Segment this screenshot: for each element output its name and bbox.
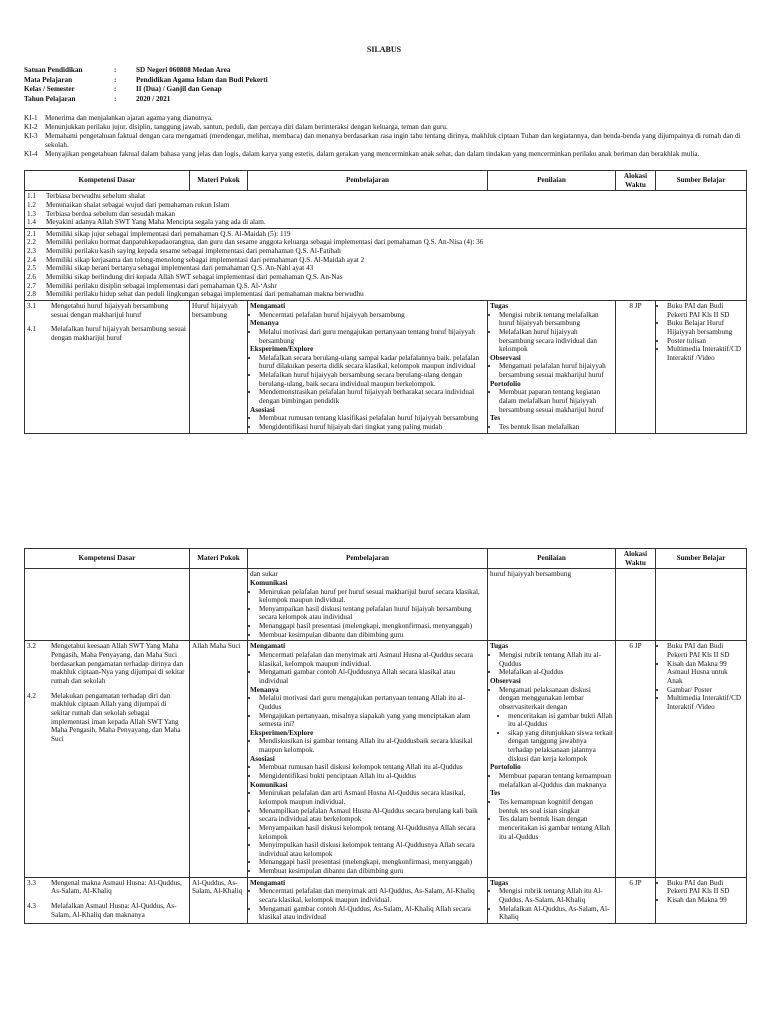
pembelajaran-cell (248, 877, 488, 923)
section-heading: Menanya (250, 685, 279, 694)
header-pembelajaran: Pembelajaran (248, 171, 488, 191)
section-heading: Eksperimen/Explore (250, 345, 314, 354)
kd-number: 3.2 (27, 642, 36, 651)
materi-cell: Al-Quddus, As-Salam, Al-Khaliq (190, 877, 248, 923)
penilaian-cell (488, 877, 616, 923)
section-heading: Eksperimen/Explore (250, 728, 314, 737)
alokasi-cell: 6 JP (616, 641, 656, 877)
header-kd: Kompetensi Dasar (25, 549, 190, 569)
core-competencies (24, 114, 752, 159)
ident-value: 2020 / 2021 (136, 94, 171, 103)
bullet-item: • Mendemonstrasikan pelafalan huruf hijaiyyah berharakat secara individual dengan bimbingan pendidik (259, 388, 485, 405)
kd-text: Memiliki perilaku hormat danpatuhkepadaorangtua, dan guru dan sesame anggota keluarga sebagai implementasi dari pemahaman Q.S. An-Nisa (4): 36 (46, 238, 484, 247)
bullet-list (490, 651, 613, 677)
ident-label: Kelas / Semester (24, 85, 75, 93)
bullet-item: • Menyimpulkan hasil diskusi kelompok tentang Al-Quddusnya Allah secara individual atau kelompok (259, 841, 485, 858)
bullet-list (250, 789, 485, 875)
kd-line (27, 264, 744, 273)
kd-item (27, 902, 187, 919)
pembelajaran-cell (248, 569, 488, 641)
bullet-list (250, 311, 485, 320)
ident-label: Satuan Pendidikan (24, 66, 83, 74)
kd-number: 2.3 (27, 247, 36, 256)
ident-value: II (Dua) / Ganjil dan Genap (136, 85, 222, 93)
bullet-list (250, 354, 485, 406)
source-item: • Multimedia Interaktif/CD Interaktif /Video (667, 345, 744, 362)
ki-code: KI-2 (24, 123, 38, 132)
source-item: • Buku PAI dan Budi Pekerti PAI Kls II SD (667, 302, 744, 319)
syllabus-table-1 (24, 170, 747, 434)
bullet-list (250, 651, 485, 686)
bullet-item: • Melafalkan al-Quddus (499, 668, 613, 677)
section-heading: Observasi (490, 353, 521, 362)
kd-number: 2.7 (27, 281, 36, 290)
kd-text: Melakukan pengamatan terhadap diri dan makhluk ciptaan Allah yang dijumpai di sekitar rumah dan sekolah sebagai implementasi iman kepada Allah SWT Yang Maha Pengasih, Maha Penyayang, dan Maha Suci (51, 691, 181, 743)
kd-number: 3.1 (27, 301, 36, 310)
section-heading: Tugas (490, 301, 509, 310)
bullet-item: • Membuat rumusan tentang klasifikasi pelafalan huruf hijaiyyah bersambung (259, 414, 485, 423)
header-alokasi: Alokasi Waktu (616, 549, 656, 569)
section-heading: Observasi (490, 676, 521, 685)
bullet-list (250, 887, 485, 922)
page-title: SILABUS (366, 45, 402, 54)
section-heading: Asosiasi (250, 754, 275, 763)
kd-number: 4.3 (27, 901, 36, 910)
sumber-cell (656, 641, 747, 877)
bullet-item: • Mengisi rubrik tentang Allah itu Al-Quddus, As-Salam, Al-Khaliq (499, 887, 613, 904)
source-list (658, 302, 744, 362)
ki-text: Memahami pengetahuan faktual dengan cara mengamati (mendengar, melihat, membaca) dan menanya berdasarkan rasa ingin tahu tentang dirinya, makhluk ciptaan Tuhan dan kegiatannya, dan benda-benda yang dijumpainya di rumah dan di sekolah. (45, 132, 741, 149)
ident-label: Mata Pelajaran (24, 75, 73, 84)
bullet-list (250, 414, 485, 431)
alokasi-cell: 8 JP (616, 300, 656, 433)
kd-number: 2.5 (27, 264, 36, 273)
bullet-list (250, 763, 485, 780)
header-alokasi: Alokasi Waktu (616, 171, 656, 191)
continued-text: huruf hijaiyyah bersambung (490, 570, 572, 579)
section-heading: Portofolio (490, 379, 521, 388)
bullet-item: • Melalui motivasi dari guru mengajukan pertanyaan tentang huruf hijaiyyah bersambung (259, 328, 485, 345)
source-item: • Poster tulisan (667, 337, 744, 346)
kd-text: Mengenal makna Asmaul Husna: Al-Quddus, As-Salam, Al-Khaliq (51, 878, 182, 896)
kd-line (27, 256, 744, 265)
bullet-item: • Melafalkan huruf hijaiyyah bersambung secara berulang-ulang dengan berulang-ulang, baik secara individual maupun berkelompok. (259, 371, 485, 388)
kd-cell (25, 300, 190, 433)
bullet-item: • Melafalkan secara berulang-ulang sampai kadar pelafalannya baik. pelafalan huruf dilakukan peserta didik secara klasikal, kelompok maupun individual (259, 354, 485, 371)
ident-value: Pendidikan Agama Islam dan Budi Pekerti (136, 75, 268, 84)
bullet-list (490, 423, 613, 432)
kd-cell (25, 641, 190, 877)
source-item: • Kisah dan Makna 99 Asmaul Husna untuk Anak (667, 660, 744, 686)
kd-number: 3.3 (27, 878, 36, 887)
kd-line (27, 238, 744, 247)
header-pembelajaran: Pembelajaran (248, 549, 488, 569)
kd-number: 4.2 (27, 691, 36, 700)
kd-line (27, 273, 744, 282)
kd-text: Memiliki sikap berani bertanya sebagai implementasi dari pemahaman Q.S. An-Nahl ayat 43 (46, 264, 314, 273)
kd-item (27, 642, 187, 685)
ki-code: KI-1 (24, 114, 38, 122)
kd-line (27, 247, 744, 256)
bullet-list (250, 328, 485, 345)
bullet-item: • Tes bentuk lisan melafalkan (499, 423, 613, 432)
section-heading: Tugas (490, 642, 509, 651)
kd-text: Melafalkan Asmaul Husna: Al-Quddus, As-Salam, Al-Khaliq dan maknanya (51, 901, 177, 919)
kd-line (27, 282, 744, 291)
bullet-list (250, 588, 485, 640)
bullet-item: • Mencermati pelafalan huruf hijaiyyah bersambung (259, 311, 485, 320)
ki-text: Menunjukkan perilaku jujur, disiplin, tanggung jawab, santun, peduli, dan percaya diri dalam berinteraksi dengan keluarga, teman dan guru. (45, 123, 448, 132)
materi-cell: Huruf hijaiyyah bersambung (190, 300, 248, 433)
kd-number: 2.8 (27, 290, 36, 299)
bullet-list (490, 388, 613, 414)
ki-text: Menerima dan menjalankan ajaran agama yang dianutnya. (45, 114, 213, 122)
kd-text: Memiliki sikap jujur sebagai implementasi dari pemahaman Q.S. Al-Maidah (5): 119 (46, 229, 291, 238)
bullet-item: • Menanggapi hasil presentasi (melengkapi, mengkonfirmasi, menyanggah) (259, 858, 485, 867)
continued-text: dan sukar (250, 570, 278, 579)
ident-value: SD Negeri 060808 Medan Area (136, 66, 231, 74)
ki-text: Menyajikan pengetahuan faktual dalam bahasa yang jelas dan logis, dalam karya yang estetis, dalam gerakan yang mencerminkan anak sehat, dan dalam tindakan yang mencerminkan perilaku anak beriman dan berakhlak mulia. (45, 150, 700, 159)
alokasi-cell: 6 JP (616, 877, 656, 923)
ki-code: KI-3 (24, 132, 38, 141)
section-heading: Mengamati (250, 301, 286, 310)
header-penilaian: Penilaian (488, 171, 616, 191)
bullet-item: • Mencermati pelafalan dan menyimak arti Asmaul Husna al-Quddus secara klasikal, kelompok maupun individual. (259, 651, 485, 668)
kd-line (27, 192, 744, 201)
pembelajaran-cell (248, 641, 488, 877)
kd-number: 2.4 (27, 255, 36, 264)
bullet-item: • sikap yang ditunjukkan siswa terkait dengan tanggung jawabnya terhadap pelaksanaan jalannya diskusi dan kerja kelompok (508, 729, 613, 764)
kd-cell (25, 877, 190, 923)
kd-line (27, 210, 744, 219)
kd-item (27, 879, 187, 896)
ki-code: KI-4 (24, 150, 38, 159)
bullet-item: • Mengisi rubrik tentang melafalkan huruf hijaiyyah bersambung (499, 311, 613, 328)
penilaian-cell (488, 569, 616, 641)
section-heading: Tes (490, 789, 501, 798)
table-row (25, 300, 747, 433)
source-item: • Buku Belajar Huruf Hijaiyyah bersambung (667, 319, 744, 336)
sumber-cell (656, 877, 747, 923)
bullet-item: • Membuat kesimpulan dibantu dan dibimbing guru (259, 631, 485, 640)
kd-text: Mengetahui huruf hijaiyyah bersambung sesuai dengan makharijul huruf (51, 301, 169, 319)
bullet-list (490, 798, 613, 841)
source-list (658, 879, 744, 905)
bullet-list (490, 887, 613, 922)
section-heading: Komunikasi (250, 780, 288, 789)
header-materi: Materi Pokok (190, 549, 248, 569)
kd1-list (25, 191, 747, 229)
kd-text: Menunaikan shalat sebagai wujud dari pemahaman rukun Islam (46, 200, 230, 209)
bullet-item: • Mengamati pelafalan huruf hijaiyyah bersambung sesuai makharijul huruf (499, 362, 613, 379)
sub-bullet-list (490, 712, 613, 764)
bullet-item: • Mengisi rubrik tentang Allah itu al-Quddus (499, 651, 613, 668)
source-item: • Gambar/ Poster (667, 686, 744, 695)
bullet-item: • Tes dalam bentuk lisan dengan menceritakan isi gambar tentang Allah itu al-Quddus (499, 815, 613, 841)
source-item: • Buku PAI dan Budi Pekerti PAI Kls II SD (667, 642, 744, 659)
bullet-list (250, 737, 485, 754)
kd-text: Memiliki perilaku kasih saying kepada sesame sebagai implementasi dari pemahaman Q.S. Al-Fatihah (46, 247, 341, 256)
bullet-item: • Membuat paparan tentang kemampuan melafalkan al-Quddus dan maknanya (499, 772, 613, 789)
kd-line (27, 230, 744, 239)
kd-number: 2.6 (27, 273, 36, 282)
pembelajaran-cell (248, 300, 488, 433)
bullet-item: • Mengidentifikasi bukti penciptaan Allah itu al-Quddus (259, 772, 485, 781)
bullet-item: • Menampilkan pelafalan Asmaul Husna Al-Quddus secara berulang kali baik secara individual atau berkelompok (259, 807, 485, 824)
section-heading: Mengamati (250, 878, 286, 887)
bullet-item: • Mengamati pelaksanaan diskusi dengan menggunakan lembar observasiterkait dengan (499, 686, 613, 712)
kd-text: Terbiasa berwudhu sebelum shalat (46, 192, 146, 201)
bullet-item: • Menyampaikan hasil diskusi kelompok tentang Al-Quddusnya Allah secara kelompok (259, 824, 485, 841)
bullet-item: • Melafalkan Al-Quddus, As-Salam, Al-Khaliq (499, 905, 613, 922)
bullet-item: • Menirukan pelafalan huruf per huruf sesuai makharijul huruf secara klasikal, kelompok maupun individual. (259, 588, 485, 605)
kd-number: 1.2 (27, 200, 36, 209)
source-list (658, 642, 744, 711)
bullet-item: • Melalui motivasi dari guru mengajukan pertanyaan tentang Allah itu al-Quddus (259, 694, 485, 711)
bullet-item: • Mendiskusikan isi gambar tentang Allah itu al-Quddusbaik secara klasikal maupun kelompok. (259, 737, 485, 754)
bullet-item: • menceritakan isi gambar bukti Allah itu al-Quddus (508, 712, 613, 729)
header-materi: Materi Pokok (190, 171, 248, 191)
bullet-item: • Mengamati gambar contoh Al-Quddus, As-Salam, Al-Khaliq Allah secara klasikal atau individual (259, 905, 485, 922)
syllabus-table-2 (24, 548, 747, 924)
bullet-list (490, 362, 613, 379)
materi-cell: Allah Maha Suci (190, 641, 248, 877)
bullet-item: • Mengidentifikasi huruf hijaiyah dari tingkat yang paling mudah (259, 423, 485, 432)
kd-number: 1.1 (27, 192, 36, 201)
section-heading: Tugas (490, 878, 509, 887)
bullet-item: • Mencermati pelafalan dan menyimak arti Al-Quddus, As-Salam, Al-Khaliq secara klasikal, kelompok maupun individual. (259, 887, 485, 904)
kd-text: Memiliki sikap berlindung diri kepada Allah SWT sebagai implementasi dari pemahaman Q.S. An-Nas (46, 273, 343, 282)
bullet-item: • Mengajukan pertanyaan, misalnya siapakah yang yang menciptakan alam semesta ini? (259, 712, 485, 729)
identity-block: Satuan Pendidikan : SD Negeri 060808 Medan Area Mata Pelajaran : Pendidikan Agama Islam dan Budi Pekerti Kelas / Semester : II (Dua) / Ganjil dan Genap Tahun Pelajaran : 2020 / 2021 (24, 66, 268, 103)
section-heading: Asosiasi (250, 405, 275, 414)
bullet-item: • Membuat paparan tentang kegiatan dalam melafalkan huruf hijaiyyah bersambung sesuai makharijul huruf (499, 388, 613, 414)
kd-text: Memiliki sikap kerjasama dan tolong-menolong sebagai implementasi dari pemahaman Q.S. Al-Maidah ayat 2 (46, 255, 365, 264)
bullet-item: • Menyampaikan hasil diskusi tentang pelafalan huruf hijaiyah bersambung secara kelompok atau individual (259, 605, 485, 622)
section-heading: Mengamati (250, 642, 286, 651)
kd-line (27, 218, 744, 227)
bullet-list (490, 772, 613, 789)
sumber-cell (656, 300, 747, 433)
kd-text: Memiliki perilaku hidup sehat dan peduli lingkungan sebagai implementasi dari pemahaman makna berwudhu (46, 290, 364, 299)
header-sumber: Sumber Belajar (656, 171, 747, 191)
section-heading: Komunikasi (250, 578, 288, 587)
bullet-item: • Menanggapi hasil presentasi (melengkapi, mengkonfirmasi, menyanggah) (259, 622, 485, 631)
kd-number: 2.2 (27, 238, 36, 247)
header-kd: Kompetensi Dasar (25, 171, 190, 191)
kd-text: Terbiasa berdoa sebelum dan sesudah makan (46, 209, 176, 218)
kd2-list (25, 228, 747, 300)
ident-label: Tahun Pelajaran (24, 94, 76, 103)
table-row (25, 569, 747, 641)
bullet-list (490, 686, 613, 712)
kd-line (27, 201, 744, 210)
section-heading: Menanya (250, 319, 279, 328)
kd-number: 1.4 (27, 218, 36, 227)
bullet-item: • Tes kemampuan kognitif dengan bentuk tes soal isian singkat (499, 798, 613, 815)
bullet-list (490, 311, 613, 354)
section-heading: Tes (490, 414, 501, 423)
section-heading: Portofolio (490, 763, 521, 772)
bullet-list (250, 694, 485, 729)
bullet-item: • Membuat kesimpulan dibantu dan dibimbing guru (259, 867, 485, 876)
kd-item (27, 302, 187, 319)
bullet-item: • Mengamati gambar contoh Al-Quddusnya Allah secara klasikal atau individual (259, 668, 485, 685)
source-item: • Kisah dan Makna 99 (667, 896, 744, 905)
kd-text: Mengetahui keesaan Allah SWT Yang Maha Pengasih, Maha Penyayang, dan Maha Suci berdasarkan pengamatan terhadap dirinya dan makhluk ciptaan-Nya yang dijumpai di sekitar rumah dan sekolah (51, 642, 185, 685)
header-penilaian: Penilaian (488, 549, 616, 569)
kd-item (27, 692, 187, 744)
table-header-row (25, 549, 747, 569)
kd-text: Melafalkan huruf hijaiyyah bersambung sesuai dengan makharijul huruf (51, 325, 186, 342)
kd-number: 4.1 (27, 325, 36, 334)
kd-text: Meyakini adanya Allah SWT Yang Maha Mencipta segala yang ada di alam. (46, 218, 266, 227)
header-sumber: Sumber Belajar (656, 549, 747, 569)
source-item: • Multimedia Interaktif/CD Interaktif /Video (667, 694, 744, 711)
table-header-row (25, 171, 747, 191)
kd-number: 2.1 (27, 229, 36, 238)
kd-line (27, 290, 744, 299)
penilaian-cell (488, 300, 616, 433)
bullet-item: • Menirukan pelafalan dan arti Asmaul Husna Al-Quddus secara klasikal, kelompok maupun individual. (259, 789, 485, 806)
bullet-item: • Membuat rumusan hasil diskusi kelompok tentang Allah itu al-Quddus (259, 763, 485, 772)
table-row (25, 877, 747, 923)
table-row (25, 641, 747, 877)
kd-item (27, 325, 187, 342)
penilaian-cell (488, 641, 616, 877)
kd-text: Memiliki perilaku disiplin sebagai implementasi dari pemahaman Q.S. Al-‘Ashr (46, 281, 277, 290)
kd-number: 1.3 (27, 209, 36, 218)
bullet-item: • Melafalkan huruf hijaiyyah bersambung secara individual dan kelompok (499, 328, 613, 354)
source-item: • Buku PAI dan Budi Pekerti PAI Kls II SD (667, 879, 744, 896)
